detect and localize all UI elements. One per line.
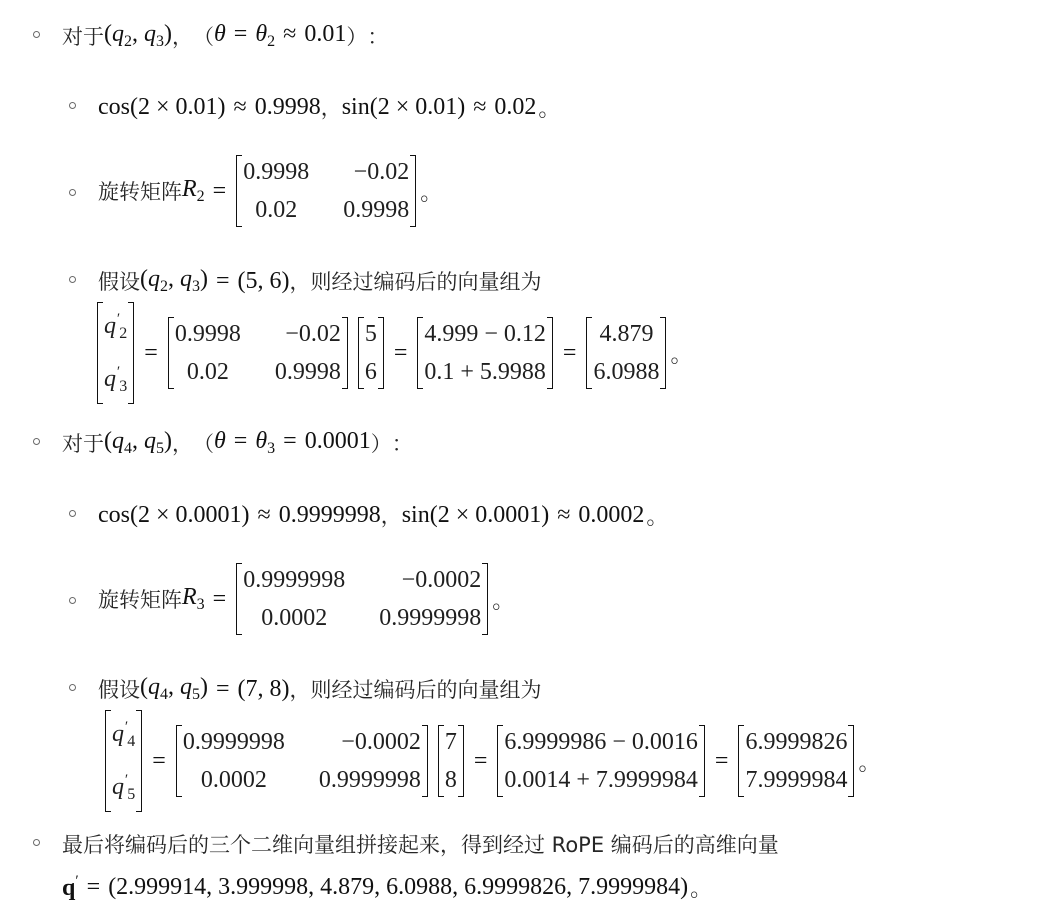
assume-2: 假设 ($q_4$, $q_5$) = (7, 8) ，则经过编码后的向量组为 [98,674,542,703]
bullet-icon [69,102,76,109]
bullet-icon [33,839,40,846]
rotation-matrix-2: 旋转矩阵 $R_3$ = 0.9999998 −0.0002 0.0002 0.9999998 。 [98,560,514,638]
bullet-icon [33,438,40,445]
bullet-icon [69,684,76,691]
item-heading-q2-q3: 对于 ($q_2$, $q_3$) ， （ $\theta = \theta_2 \approx 0.01$ ） ： [62,21,389,50]
assume-1: 假设 ($q_2$, $q_3$) = (5, 6) ，则经过编码后的向量组为 [98,266,542,295]
bullet-icon [69,276,76,283]
item-heading-q4-q5: 对于 ($q_4$, $q_5$) ， （ $\theta = \theta_3 = 0.0001$ ） ： [62,428,413,457]
result-equation-2: $q'_4$ $q'_5$ = 0.9999998 −0.0002 0.0002 0.9999998 7 8 = 6.9999986 − 0.0016 0.0014 + 7.9999984 = 6.9999826 7.9999984 。 [103,722,880,800]
conclusion-vector: q′ = (2.999914, 3.999998, 4.879, 6.0988, 6.9999826, 7.9999984) 。 [62,872,713,902]
bullet-icon [69,510,76,517]
trig-values-1: cos(2 × 0.01) ≈ 0.9998 ， sin(2 × 0.01) ≈ 0.02 。 [98,93,561,122]
bullet-icon [69,189,76,196]
matrix-R2: 0.9998 −0.02 0.02 0.9998 [236,153,416,229]
bullet-icon [33,31,40,38]
theta-math: $\theta = \theta_2 \approx 0.01$ [214,21,347,50]
pair-math: ($q_2$, $q_3$) [104,21,172,50]
conclusion-text: 最后将编码后的三个二维向量组拼接起来，得到经过 RoPE 编码后的高维向量 [62,833,779,857]
bullet-icon [69,597,76,604]
result-equation-1: $q'_2$ $q'_3$ = 0.9998 −0.02 0.02 0.9998 5 6 = 4.999 − 0.12 0.1 + 5.9988 = 4.879 6.0988 。 [95,314,692,392]
matrix-R3: 0.9999998 −0.0002 0.0002 0.9999998 [236,561,488,637]
heading-prefix: 对于 [62,25,104,49]
lhs-vector: $q'_2$ $q'_3$ [97,300,134,406]
rotation-matrix-1: 旋转矩阵 $R_2$ = 0.9998 −0.02 0.02 0.9998 。 [98,152,442,230]
trig-values-2: cos(2 × 0.0001) ≈ 0.9999998 ， sin(2 × 0.0001) ≈ 0.0002 。 [98,501,669,530]
